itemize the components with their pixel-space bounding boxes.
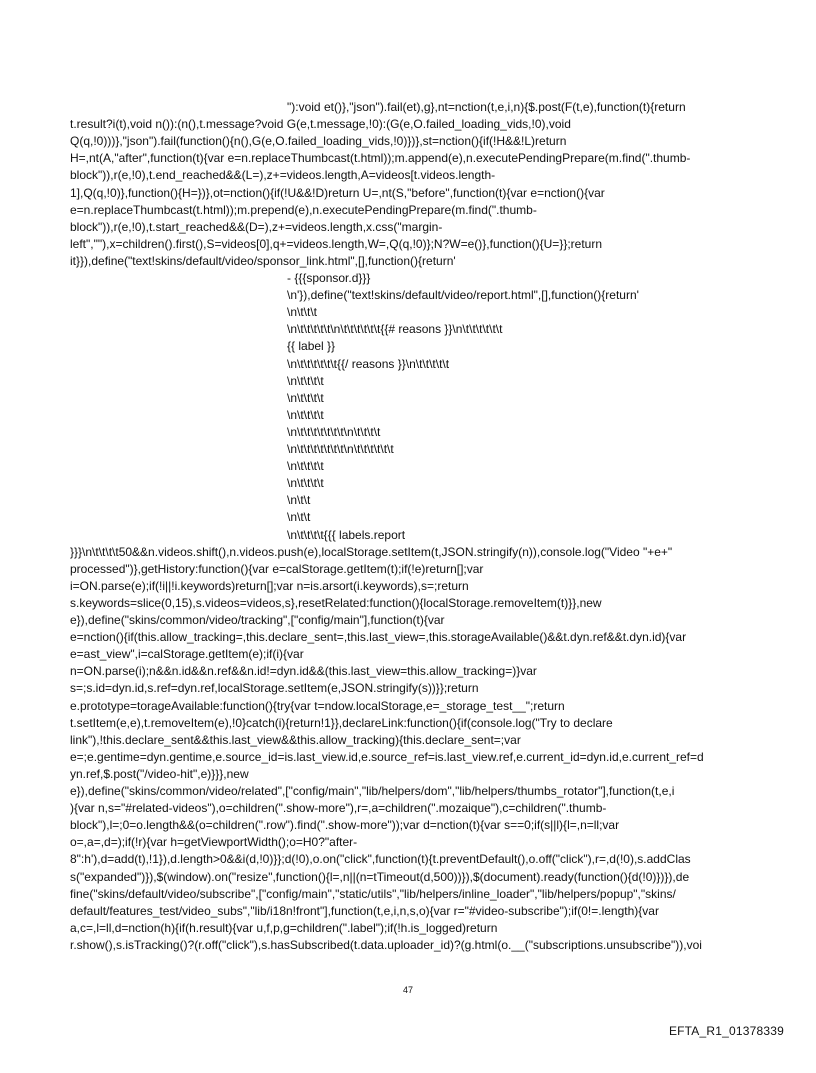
text-line: e.prototype=torageAvailable:function(){try{var t=ndow.localStorage,e=_storage_test__";return: [70, 699, 565, 713]
text-line: Q(q,!0)))},"json").fail(function(){n(),G(e,O.failed_loading_vids,!0)})},st=nction(){if(!H&&!L)return: [70, 134, 567, 148]
text-line: s.keywords=slice(0,15),s.videos=videos,s},resetRelated:function(){localStorage.removeItem(t)}},new: [70, 596, 602, 610]
text-line: t.result?i(t),void n()):(n(),t.message?void G(e,t.message,!0):(G(e,O.failed_loading_vids,!0),void: [70, 117, 571, 131]
text-line: \n\t\t\t\t{{{ labels.report: [287, 528, 406, 542]
text-line: n=ON.parse(i);n&&n.id&&n.ref&&n.id!=dyn.id&&(this.last_view=this.allow_tracking=)}var: [70, 664, 537, 678]
text-line: e=ast_view",i=calStorage.getItem(e);if(i){var: [70, 647, 304, 661]
text-line: \n\t\t: [287, 510, 311, 524]
text-line: block")),r(e,!0),t.end_reached&&(L=),z+=videos.length,A=videos[t.videos.length-: [70, 168, 496, 182]
text-line: fine("skins/default/video/subscribe",["config/main","static/utils","lib/helpers/inline_loader","lib/helpers/popup","skins/: [70, 887, 676, 901]
text-line: e=n.replaceThumbcast(t.html));m.prepend(e),n.executePendingPrepare(m.find(".thumb-: [70, 203, 537, 217]
text-line: s=;s.id=dyn.id,s.ref=dyn.ref,localStorage.setItem(e,JSON.stringify(s))}};return: [70, 681, 479, 695]
text-line: \n\t\t\t: [287, 305, 318, 319]
text-line: \n\t\t\t\t\t\t{{/ reasons }}\n\t\t\t\t\t: [287, 357, 450, 371]
text-line: e}),define("skins/common/video/related",["config/main","lib/helpers/dom","lib/helpers/thumbs_rotator"],function(t,e,i: [70, 784, 675, 798]
text-line: default/features_test/video_subs","lib/i18n!front"],function(t,e,i,n,s,o){var r="#video-subscribe");if(0!=.length){var: [70, 904, 659, 918]
text-line: 1],Q(q,!0)},function(){H=})},ot=nction(){if(!U&&!D)return U=,nt(S,"before",function(t){var e=nction(){var: [70, 186, 605, 200]
text-line: \n\t\t\t\t\t\t\t\n\t\t\t\t\t\t: [287, 442, 394, 456]
text-line: 8":h'),d=add(t),!1}),d.length>0&&i(d,!0)}};d(!0),o.on("click",function(t){t.preventDefault(),o.off("click"),r=,d(!0),s.addClas: [70, 852, 691, 866]
text-line: \n\t\t\t\t\t\n\t\t\t\t\t\t{{# reasons }}\n\t\t\t\t\t\t: [287, 322, 503, 336]
text-line: s("expanded")}),$(window).on("resize",function(){l=,n||(n=tTimeout(d,500))}),$(document).ready(function(){d(!0)})}),de: [70, 870, 690, 884]
text-line: o=,a=,d=);if(!r){var h=getViewportWidth();o=H0?"after-: [70, 835, 358, 849]
text-line: {{ label }}: [287, 339, 336, 353]
text-line: "):void et()},"json").fail(et),g},nt=nction(t,e,i,n){$.post(F(t,e),function(t){return: [287, 100, 686, 114]
text-line: \n'}),define("text!skins/default/video/report.html",[],function(){return': [287, 288, 639, 302]
text-line: - {{{sponsor.d}}}: [287, 271, 371, 285]
text-line: \n\t\t: [287, 493, 311, 507]
text-line: \n\t\t\t\t\t\t\t\n\t\t\t\t: [287, 425, 381, 439]
text-line: r.show(),s.isTracking()?(r.off("click"),s.hasSubscribed(t.data.uploader_id)?(g.html(o.__("subscriptions.unsubscribe")),voi: [70, 938, 702, 952]
text-line: \n\t\t\t\t: [287, 391, 324, 405]
text-line: \n\t\t\t\t: [287, 408, 324, 422]
text-line: \n\t\t\t\t: [287, 459, 324, 473]
text-line: e}),define("skins/common/video/tracking",["config/main"],function(t){var: [70, 613, 445, 627]
text-line: e=nction(){if(this.allow_tracking=,this.declare_sent=,this.last_view=,this.storageAvailable()&&t.dyn.ref&&t.dyn.id){var: [70, 630, 687, 644]
text-line: left",""),x=children().first(),S=videos[0],q+=videos.length,W=,Q(q,!0)};N?W=e()},function(){U=}};return: [70, 237, 603, 251]
page-number: 47: [402, 985, 413, 995]
text-line: t.setItem(e,e),t.removeItem(e),!0}catch(i){return!1}},declareLink:function(){if(console.log("Try to declare: [70, 716, 613, 730]
text-line: block")),r(e,!0),t.start_reached&&(D=),z+=videos.length,x.css("margin-: [70, 220, 443, 234]
text-line: e=;e.gentime=dyn.gentime,e.source_id=is.last_view.id,e.source_ref=is.last_view.ref,e.current_id=dyn.id,e.current_ref=d: [70, 750, 704, 764]
text-line: it}}),define("text!skins/default/video/sponsor_link.html",[],function(){return': [70, 254, 456, 268]
text-line: a,c=,l=ll,d=nction(h){if(h.result){var u,f,p,g=children(".label");if(!h.is_logged)return: [70, 921, 498, 935]
text-line: yn.ref,$.post("/video-hit",e)}}},new: [70, 767, 249, 781]
text-line: i=ON.parse(e);if(!i||!i.keywords)return[];var n=is.arsort(i.keywords),s=;return: [70, 579, 469, 593]
text-line: \n\t\t\t\t: [287, 476, 324, 490]
text-line: ){var n,s="#related-videos"),o=children(".show-more"),r=,a=children(".mozaique"),c=children(".thumb-: [70, 801, 607, 815]
text-line: \n\t\t\t\t: [287, 374, 324, 388]
text-line: link"),!this.declare_sent&&this.last_view&&this.allow_tracking){this.declare_sent=;var: [70, 733, 521, 747]
text-line: }}}\n\t\t\t\t50&&n.videos.shift(),n.videos.push(e),localStorage.setItem(t,JSON.stringify(n)),console.log("Video "+e+": [70, 545, 673, 559]
text-line: processed")},getHistory:function(){var e=calStorage.getItem(t);if(!e)return[];var: [70, 562, 484, 576]
document-id: EFTA_R1_01378339: [668, 1024, 784, 1038]
text-line: H=,nt(A,"after",function(t){var e=n.replaceThumbcast(t.html));m.append(e),n.executePendingPrepare(m.find(".thumb-: [70, 151, 691, 165]
text-line: block"),l=;0=o.length&&(o=children(".row").find(".show-more"));var d=nction(t){var s==0;if(s||l){l=,n=ll;var: [70, 818, 620, 832]
